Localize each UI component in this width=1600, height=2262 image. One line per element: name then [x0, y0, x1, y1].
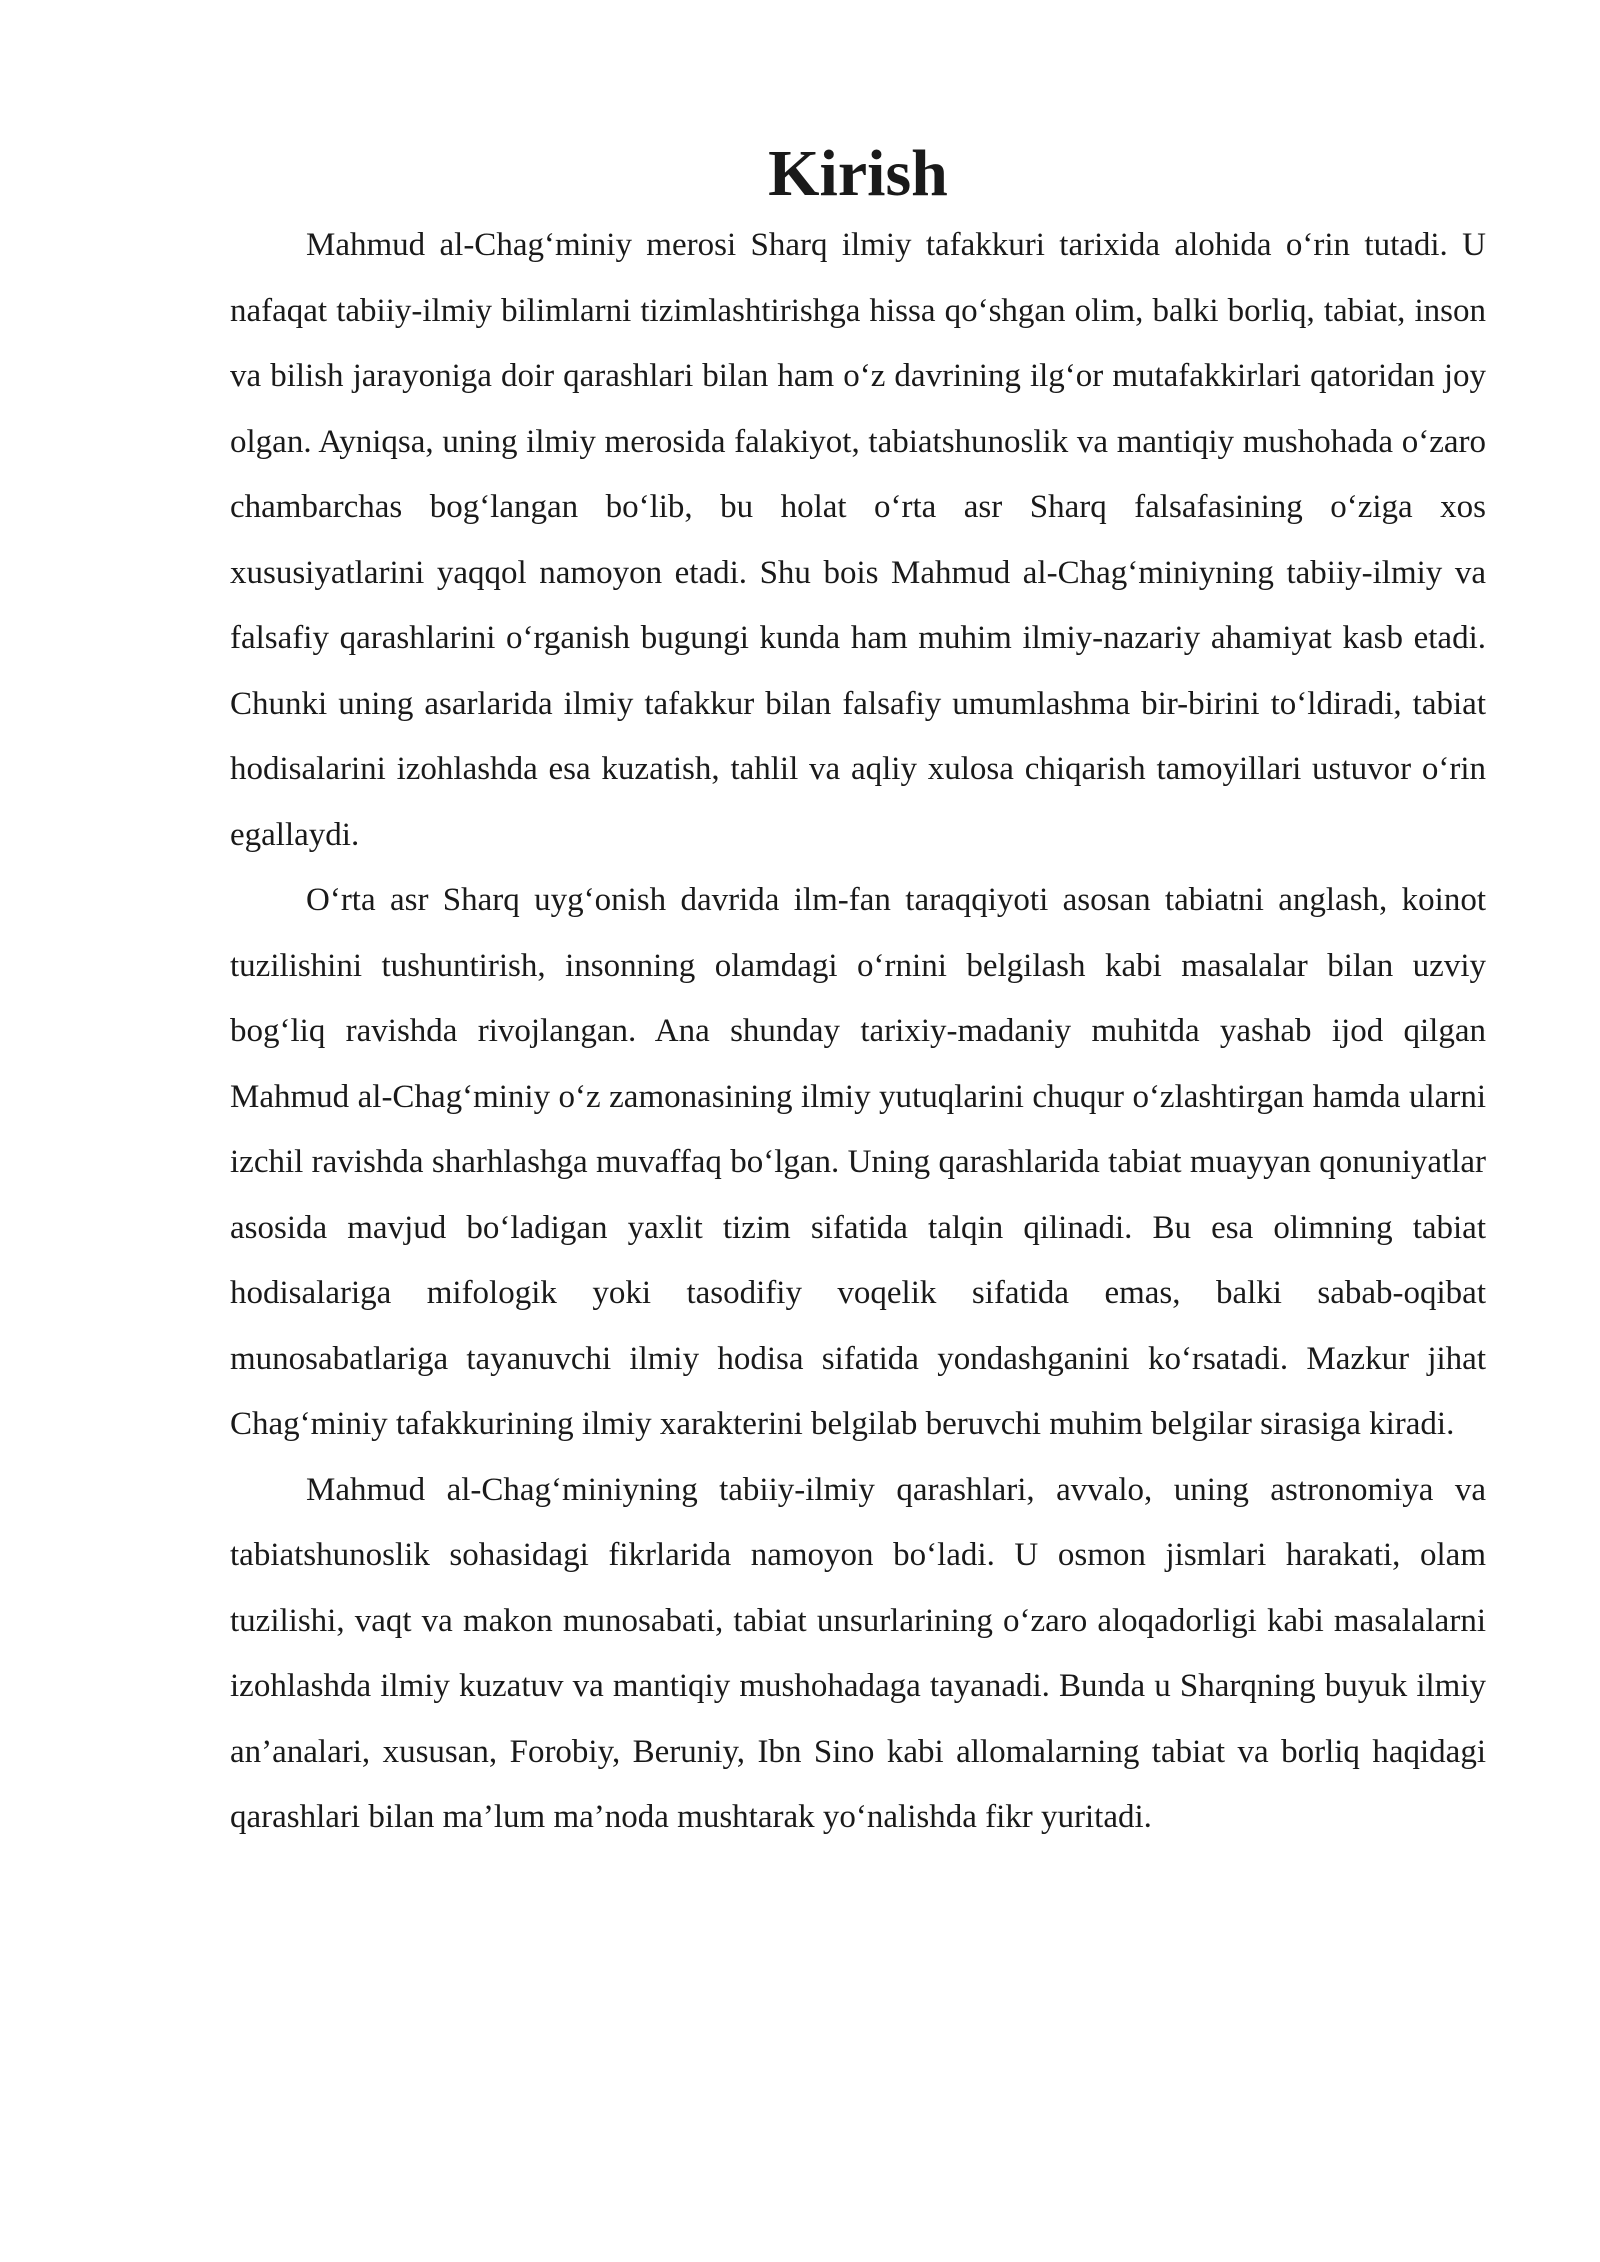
paragraph-3: Mahmud al-Chag‘miniyning tabiiy-ilmiy qarashlari, avvalo, uning astronomiya va tabiatshunoslik sohasidagi fikrlarida namoyon bo‘ladi. U osmon jismlari harakati, olam tuzilishi, vaqt va makon munosabati, tabiat unsurlarining o‘zaro aloqadorligi kabi masalalarni izohlashda ilmiy kuzatuv va mantiqiy mushohadaga tayanadi. Bunda u Sharqning buyuk ilmiy an’analari, xususan, Forobiy, Beruniy, Ibn Sino kabi allomalarning tabiat va borliq haqidagi qarashlari bilan ma’lum ma’noda mushtarak yo‘nalishda fikr yuritadi.	[230, 1471, 1486, 1835]
paragraph-2: O‘rta asr Sharq uyg‘onish davrida ilm-fan taraqqiyoti asosan tabiatni anglash, koinot tuzilishini tushuntirish, insonning olamdagi o‘rnini belgilash kabi masalalar bilan uzviy bog‘liq ravishda rivojlangan. Ana shunday tarixiy-madaniy muhitda yashab ijod qilgan Mahmud al-Chag‘miniy o‘z zamonasining ilmiy yutuqlarini chuqur o‘zlashtirgan hamda ularni izchil ravishda sharhlashga muvaffaq bo‘lgan. Uning qarashlarida tabiat muayyan qonuniyatlar asosida mavjud bo‘ladigan yaxlit tizim sifatida talqin qilinadi. Bu esa olimning tabiat hodisalariga mifologik yoki tasodifiy voqelik sifatida emas, balki sabab-oqibat munosabatlariga tayanuvchi ilmiy hodisa sifatida yondashganini ko‘rsatadi. Mazkur jihat Chag‘miniy tafakkurining ilmiy xarakterini belgilab beruvchi muhim belgilar sirasiga kiradi.	[230, 882, 1486, 1442]
document-body	[230, 137, 1486, 1851]
page-title: Kirish	[768, 137, 948, 210]
paragraph-1: Mahmud al-Chag‘miniy merosi Sharq ilmiy tafakkuri tarixida alohida o‘rin tutadi. U nafaqat tabiiy-ilmiy bilimlarni tizimlashtirishga hissa qo‘shgan olim, balki borliq, tabiat, inson va bilish jarayoniga doir qarashlari bilan ham o‘z davrining ilg‘or mutafakkirlari qatoridan joy olgan. Ayniqsa, uning ilmiy merosida falakiyot, tabiatshunoslik va mantiqiy mushohada o‘zaro chambarchas bog‘langan bo‘lib, bu holat o‘rta asr Sharq falsafasining o‘ziga xos xususiyatlarini yaqqol namoyon etadi. Shu bois Mahmud al-Chag‘miniyning tabiiy-ilmiy va falsafiy qarashlarini o‘rganish bugungi kunda ham muhim ilmiy-nazariy ahamiyat kasb etadi. Chunki uning asarlarida ilmiy tafakkur bilan falsafiy umumlashma bir-birini to‘ldiradi, tabiat hodisalarini izohlashda esa kuzatish, tahlil va aqliy xulosa chiqarish tamoyillari ustuvor o‘rin egallaydi.	[230, 227, 1486, 853]
